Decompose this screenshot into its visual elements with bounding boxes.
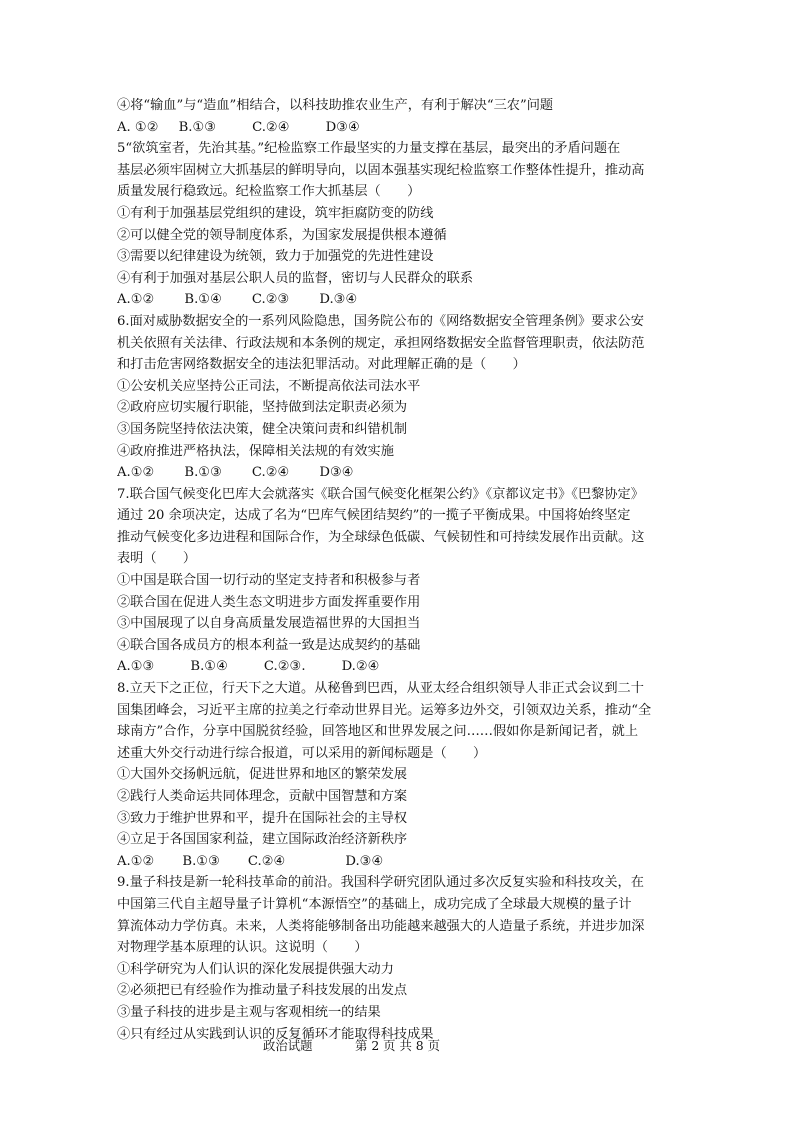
question-line: 5“欲筑室者，先治其基。”纪检监察工作最坚实的力量支撑在基层，最突出的矛盾问题在 (117, 141, 621, 157)
question-line: 7.联合国气候变化巴库大会就落实《联合国气候变化框架公约》《京都议定书》《巴黎协定》 (117, 486, 644, 502)
question-line: ③量子科技的进步是主观与客观相统一的结果 (117, 1004, 381, 1020)
question-line: 6.面对威胁数据安全的一系列风险隐患，国务院公布的《网络数据安全管理条例》要求公安 (117, 313, 644, 329)
answer-option[interactable]: D.③④ (319, 292, 358, 308)
question-line: 基层必须牢固树立大抓基层的鲜明导向，以固本强基实现纪检监察工作整体性提升，推动高 (117, 162, 645, 178)
question-line: ③中国展现了以自身高质量发展造福世界的大国担当 (117, 616, 421, 632)
question-line: ④将“输血”与“造血”相结合，以科技助推农业生产，有利于解决“三农”问题 (117, 98, 554, 113)
question-line: 对物理学基本原理的认识。这说明（ ） (117, 940, 368, 956)
question-line: 中国第三代自主超导量子计算机“本源悟空”的基础上，成功完成了全球最大规模的量子计 (117, 896, 632, 912)
question-line: 质量发展行稳致远。纪检监察工作大抓基层（ ） (117, 184, 421, 200)
answer-option[interactable]: D③④ (325, 119, 360, 135)
answer-option[interactable]: A.①② (117, 853, 155, 869)
question-line: ①中国是联合国一切行动的坚定支持者和积极参与者 (117, 573, 421, 589)
answer-option[interactable]: C.②④ (247, 853, 286, 869)
question-line: ②联合国在促进人类生态文明进步方面发挥重要作用 (117, 594, 421, 610)
question-line: 通过 20 余项决定，达成了名为“巴库气候团结契约”的一揽子平衡成果。中国将始终坚定 (117, 508, 631, 524)
question-line: ④联合国各成员方的根本利益一致是达成契约的基础 (117, 637, 421, 653)
question-block (117, 138, 682, 311)
answer-option[interactable]: B.①③ (184, 465, 222, 481)
footer-subject: 政治试题 (263, 1038, 313, 1053)
question-line: ③国务院坚持依法决策，健全决策问责和纠错机制 (117, 421, 408, 437)
question-line: 和打击危害网络数据安全的违法犯罪活动。对此理解正确的是（ ） (117, 357, 526, 373)
answer-option[interactable]: A.①② (117, 465, 155, 481)
question-line: ①公安机关应坚持公正司法，不断提高依法司法水平 (117, 378, 421, 394)
answer-choices (117, 289, 682, 311)
answer-option[interactable]: A.①③ (117, 659, 155, 675)
question-line: ②政府应切实履行职能，坚持做到法定职责必须为 (117, 400, 408, 416)
question-line: 8.立天下之正位，行天下之大道。从秘鲁到巴西，从亚太经合组织领导人非正式会议到二十 (117, 681, 644, 697)
question-block (117, 872, 682, 1045)
question-line: 球南方”合作，分享中国脱贫经验，回答地区和世界发展之问……假如你是新闻记者，就上 (117, 724, 639, 740)
answer-option[interactable]: B.①③ (182, 853, 220, 869)
question-line: ④有利于加强对基层公职人员的监督，密切与人民群众的联系 (117, 270, 474, 286)
answer-choices (117, 117, 682, 139)
question-line: ②必须把已有经验作为推动量子科技发展的出发点 (117, 983, 408, 999)
answer-option[interactable]: B.①④ (190, 659, 228, 675)
question-line: ③需要以纪律建设为统领，致力于加强党的先进性建设 (117, 249, 434, 265)
question-block (117, 678, 682, 872)
question-line: ①大国外交扬帆远航，促进世界和地区的繁荣发展 (117, 767, 408, 783)
question-line: 表明（ ） (117, 551, 197, 567)
question-line: 机关依照有关法律、行政法规和本条例的规定，承担网络数据安全监督管理职责，依法防范 (117, 335, 645, 351)
answer-option[interactable]: D.②④ (341, 659, 380, 675)
answer-option[interactable]: C.②④ (251, 465, 290, 481)
answer-choices (117, 851, 682, 873)
answer-option[interactable]: D③④ (319, 465, 354, 481)
question-line: ②可以健全党的领导制度体系，为国家发展提供根本遵循 (117, 227, 447, 243)
question-line: ④政府推进严格执法，保障相关法规的有效实施 (117, 443, 394, 459)
answer-option[interactable]: A. ①② (117, 119, 159, 135)
page-content (117, 95, 682, 1045)
answer-option[interactable]: C.②③ (251, 292, 290, 308)
answer-option[interactable]: D.③④ (345, 853, 384, 869)
question-line: 述重大外交行动进行综合报道，可以采用的新闻标题是（ ） (117, 745, 487, 761)
answer-option[interactable]: C.②③. (263, 659, 306, 675)
answer-option[interactable]: A.①② (117, 292, 155, 308)
answer-option[interactable]: B.①④ (184, 292, 222, 308)
question-line: ②践行人类命运共同体理念，贡献中国智慧和方案 (117, 789, 408, 804)
footer-page-number: 第 2 页 共 8 页 (355, 1038, 441, 1053)
answer-option[interactable]: C.②④ (252, 119, 290, 135)
answer-choices (117, 656, 682, 678)
question-line: ①有利于加强基层党组织的建设，筑牢拒腐防变的防线 (117, 205, 434, 221)
question-line: ④只有经过从实践到认识的反复循环才能取得科技成果 (117, 1026, 434, 1042)
question-line: ③致力于维护世界和平，提升在国际社会的主导权 (117, 810, 408, 826)
question-line: 推动气候变化多边进程和国际合作，为全球绿色低碳、气候韧性和可持续发展作出贡献。这 (117, 529, 645, 545)
answer-choices (117, 462, 682, 484)
answer-option[interactable]: B.①③ (178, 119, 217, 135)
question-line: ④立足于各国国家利益，建立国际政治经济新秩序 (117, 832, 408, 848)
question-line: 国集团峰会，习近平主席的拉美之行牵动世界目光。运筹多边外交，引领双边关系，推动“全 (117, 702, 652, 718)
question-block (117, 311, 682, 484)
question-block (117, 484, 682, 678)
question-block (117, 95, 682, 138)
question-line: 算流体动力学仿真。未来，人类将能够制备出功能越来越强大的人造量子系统，并进步加深 (117, 918, 645, 934)
question-line: 9.量子科技是新一轮科技革命的前沿。我国科学研究团队通过多次反复实验和科技攻关，在 (117, 875, 644, 891)
question-line: ①科学研究为人们认识的深化发展提供强大动力 (117, 961, 394, 977)
